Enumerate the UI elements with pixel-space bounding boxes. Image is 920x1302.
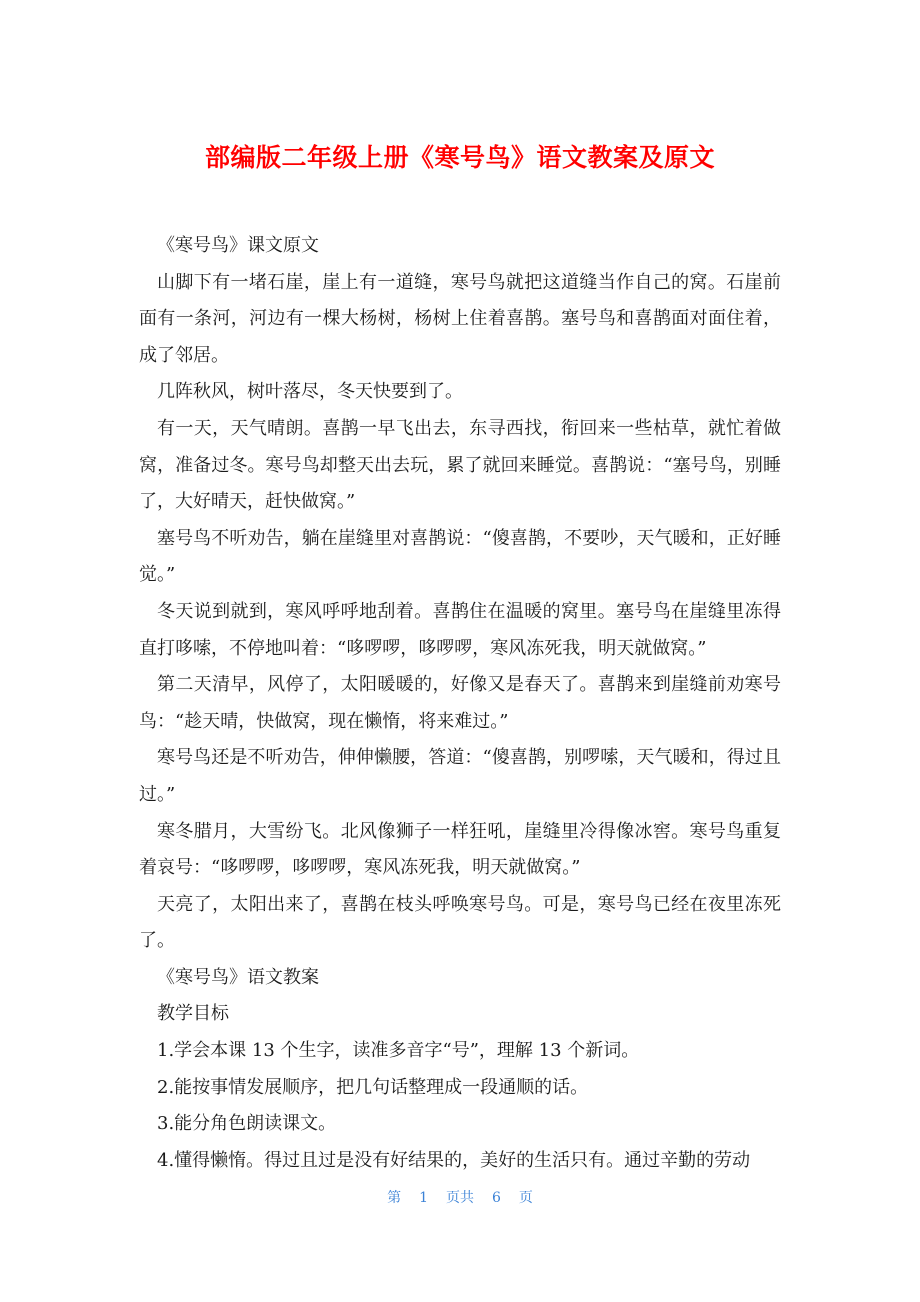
goal-item: 3.能分角色朗读课文。 (157, 1113, 337, 1135)
goal-item: 2.能按事情发展顺序，把几句话整理成一段通顺的话。 (157, 1076, 589, 1098)
paragraph: 有一天，天气晴朗。喜鹊一早飞出去，东寻西找，衔回来一些枯草，就忙着做窝，准备过冬。寒号鸟却整天出去玩，累了就回来睡觉。喜鹊说：“塞号鸟，别睡了，大好晴天，赶快做窝。” (139, 417, 781, 513)
section-heading-lesson-plan: 《寒号鸟》语文教案 (157, 966, 319, 988)
page-mid: 页共 (446, 1190, 474, 1206)
paragraph: 天亮了，太阳出来了，喜鹊在枝头呼唤寒号鸟。可是，寒号鸟已经在夜里冻死了。 (139, 893, 781, 952)
paragraph: 寒号鸟还是不听劝告，伸伸懒腰，答道：“傻喜鹊，别啰嗦，天气暖和，得过且过。” (139, 747, 781, 805)
document-body (139, 228, 781, 1179)
goal-item: 4.懂得懒惰。得过且过是没有好结果的，美好的生活只有。通过辛勤的劳动 (157, 1149, 751, 1171)
paragraph: 寒冬腊月，大雪纷飞。北风像狮子一样狂吼，崖缝里冷得像冰窖。寒号鸟重复着哀号：“哆啰啰，哆啰啰，寒风冻死我，明天就做窝。” (139, 820, 781, 879)
goal-item: 1.学会本课 13 个生字，读准多音字“号”，理解 13 个新词。 (157, 1040, 640, 1062)
total-pages-number: 6 (492, 1190, 501, 1206)
document-title: 部编版二年级上册《寒号鸟》语文教案及原文 (204, 143, 715, 172)
section-heading-original-text: 《寒号鸟》课文原文 (157, 235, 319, 256)
subheading-teaching-goals: 教学目标 (157, 1003, 229, 1025)
page-suffix: 页 (518, 1190, 533, 1206)
page-footer (0, 1187, 920, 1207)
page-prefix: 第 (387, 1190, 402, 1206)
paragraph: 山脚下有一堵石崖，崖上有一道缝，寒号鸟就把这道缝当作自己的窝。石崖前面有一条河，河边有一棵大杨树，杨树上住着喜鹊。塞号鸟和喜鹊面对面住着，成了邻居。 (139, 271, 781, 366)
paragraph: 几阵秋风，树叶落尽，冬天快要到了。 (157, 381, 463, 403)
paragraph: 冬天说到就到，寒风呼呼地刮着。喜鹊住在温暖的窝里。塞号鸟在崖缝里冻得直打哆嗦，不停地叫着：“哆啰啰，哆啰啰，寒风冻死我，明天就做窝。” (139, 600, 781, 659)
paragraph: 塞号鸟不听劝告，躺在崖缝里对喜鹊说：“傻喜鹊，不要吵，天气暖和，正好睡觉。” (139, 527, 781, 586)
current-page-number: 1 (419, 1190, 428, 1206)
paragraph: 第二天清早，风停了，太阳暖暖的，好像又是春天了。喜鹊来到崖缝前劝寒号鸟：“趁天晴，快做窝，现在懒惰，将来难过。” (139, 674, 781, 732)
